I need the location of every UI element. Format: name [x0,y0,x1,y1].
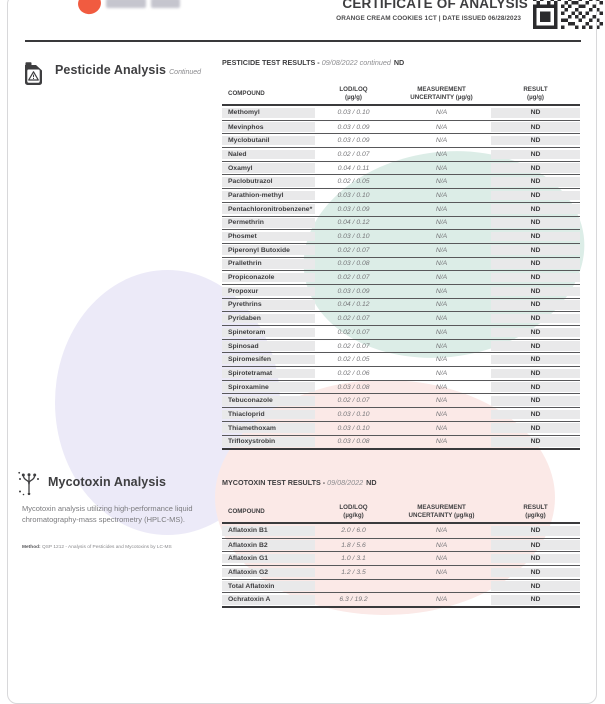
uncertainty-cell: N/A [435,205,448,213]
lodloq-cell: 0.03 / 0.08 [337,438,370,446]
document-subtitle: ORANGE CREAM COOKIES 1CT | DATE ISSUED 06/28/2023 [336,15,521,22]
pesticide-table-rows [222,106,580,450]
lodloq-cell: 0.03 / 0.09 [337,287,370,295]
lodloq-cell: 0.02 / 0.07 [337,397,370,405]
uncertainty-cell: N/A [435,246,448,254]
mycotoxin-method-note: Method: QSP 1212 - Analysis of Pesticides and Mycotoxins by LC-MS [22,545,172,550]
lodloq-cell: 0.04 / 0.11 [337,164,370,172]
uncertainty-cell: N/A [435,383,448,391]
compound-cell: Tebuconazole [222,396,315,406]
result-cell: ND [491,204,580,214]
table-row [222,311,580,325]
compound-cell: Spirotetramat [222,369,315,379]
result-cell: ND [491,410,580,420]
uncertainty-cell: N/A [435,596,448,604]
result-cell: ND [491,150,580,160]
uncertainty-cell: N/A [435,233,448,241]
uncertainty-cell: N/A [435,424,448,432]
uncertainty-cell: N/A [435,137,448,145]
table-row [222,202,580,216]
lodloq-cell: 0.02 / 0.07 [337,342,370,350]
compound-cell: Propoxur [222,287,315,297]
result-cell: ND [491,314,580,324]
uncertainty-cell: N/A [435,191,448,199]
uncertainty-cell: N/A [435,178,448,186]
table-row [222,435,580,449]
table-row [222,565,580,579]
compound-cell: Pyridaben [222,314,315,324]
result-cell: ND [491,273,580,283]
result-cell: ND [491,341,580,351]
result-cell: ND [491,369,580,379]
lodloq-cell [315,581,392,591]
column-header-lodloq: LOD/LOQ (µg/kg) [339,503,368,519]
uncertainty-cell: N/A [435,356,448,364]
lodloq-cell: 6.3 / 19.2 [339,596,368,604]
compound-cell: Piperonyl Butoxide [222,245,315,255]
uncertainty-cell: N/A [435,410,448,418]
uncertainty-cell: N/A [435,287,448,295]
uncertainty-cell: N/A [435,109,448,117]
table-row [222,524,580,538]
mycotoxin-section-heading [48,473,166,491]
uncertainty-cell: N/A [435,342,448,350]
uncertainty-cell: N/A [435,328,448,336]
compound-cell: Oxamyl [222,163,315,173]
mycotoxin-table [222,478,580,608]
mycotoxin-table-rows [222,524,580,608]
compound-cell: Naled [222,150,315,160]
uncertainty-cell: N/A [435,164,448,172]
result-cell: ND [491,259,580,269]
header-divider [25,40,581,42]
table-row [222,120,580,134]
lodloq-cell: 0.03 / 0.10 [337,109,370,117]
compound-cell: Methomyl [222,108,315,119]
result-cell: ND [491,245,580,255]
pesticide-table-title: PESTICIDE TEST RESULTS - 09/08/2022 continued ND [222,58,405,67]
column-header-uncertainty: MEASUREMENT UNCERTAINTY (µg/kg) [408,503,475,519]
mycotoxin-description: Mycotoxin analysis utilizing high-performance liquid chromatography-mass spectrometry (HPLC-MS). [22,504,193,525]
uncertainty-cell: N/A [435,150,448,158]
table-row [222,284,580,298]
compound-cell: Pentachloronitrobenzene* [222,204,315,214]
column-header-compound: COMPOUND [228,507,265,515]
lodloq-cell: 0.03 / 0.09 [337,205,370,213]
result-cell: ND [491,136,580,146]
table-row [222,393,580,407]
compound-cell: Myclobutanil [222,136,315,146]
uncertainty-cell: N/A [435,397,448,405]
table-row [222,243,580,257]
compound-cell: Prallethrin [222,259,315,269]
lodloq-cell: 0.03 / 0.09 [337,123,370,131]
table-row [222,407,580,421]
compound-cell: Phosmet [222,232,315,242]
table-row [222,298,580,312]
compound-cell: Propiconazole [222,273,315,283]
column-header-uncertainty: MEASUREMENT UNCERTAINTY (µg/g) [410,85,473,101]
result-cell: ND [491,191,580,201]
column-header-lodloq: LOD/LOQ (µg/g) [339,85,368,101]
result-cell: ND [491,396,580,406]
uncertainty-cell: N/A [435,541,448,549]
brand-wordmark [151,0,180,8]
table-row [222,161,580,175]
table-row [222,270,580,284]
table-row [222,380,580,394]
compound-cell: Trifloxystrobin [222,437,315,447]
uncertainty-cell: N/A [435,315,448,323]
pesticide-section-heading [55,61,201,79]
result-cell: ND [491,177,580,187]
table-row [222,579,580,593]
result-cell: ND [491,595,580,605]
uncertainty-cell: N/A [435,301,448,309]
table-row [222,366,580,380]
lodloq-cell: 0.02 / 0.05 [337,356,370,364]
table-row [222,257,580,271]
compound-cell: Spiromesifen [222,355,315,365]
pesticide-icon [20,59,47,93]
document-title: CERTIFICATE OF ANALYSIS [342,0,528,11]
compound-cell: Ochratoxin A [222,595,315,605]
table-row [222,188,580,202]
lodloq-cell: 0.02 / 0.07 [337,315,370,323]
result-cell: ND [491,300,580,310]
result-cell: ND [491,287,580,297]
lodloq-cell: 1.8 / 5.6 [341,541,366,549]
lodloq-cell: 0.02 / 0.05 [337,178,370,186]
uncertainty-cell: N/A [435,568,448,576]
result-cell: ND [491,554,580,564]
result-cell: ND [491,218,580,228]
compound-cell: Spinetoram [222,328,315,338]
table-row [222,216,580,230]
pesticide-heading-text: Pesticide Analysis [55,63,167,77]
lodloq-cell: 0.03 / 0.10 [337,410,370,418]
lodloq-cell: 0.02 / 0.07 [337,246,370,254]
lodloq-cell: 0.02 / 0.06 [337,369,370,377]
pesticide-table [222,58,580,450]
lodloq-cell: 0.02 / 0.07 [337,150,370,158]
result-cell: ND [491,581,580,591]
brand-wordmark [106,0,146,8]
result-cell: ND [491,232,580,242]
lodloq-cell: 0.04 / 0.12 [337,219,370,227]
compound-cell: Spinosad [222,341,315,351]
compound-cell: Permethrin [222,218,315,228]
table-row [222,147,580,161]
result-cell: ND [491,163,580,173]
pesticide-table-header [222,84,580,106]
brand-logo-icon [76,0,103,16]
table-row [222,174,580,188]
uncertainty-cell: N/A [435,219,448,227]
table-row [222,133,580,147]
compound-cell: Aflatoxin B2 [222,540,315,550]
qr-code [533,0,603,29]
table-row [222,421,580,435]
result-cell: ND [491,437,580,447]
compound-cell: Paclobutrazol [222,177,315,187]
mycotoxin-icon [13,469,43,503]
compound-cell: Thiacloprid [222,410,315,420]
mycotoxin-table-header [222,502,580,524]
compound-cell: Spiroxamine [222,382,315,392]
compound-cell: Aflatoxin G1 [222,554,315,564]
result-cell: ND [491,526,580,537]
table-row [222,592,580,606]
table-row [222,339,580,353]
lodloq-cell: 0.03 / 0.10 [337,424,370,432]
result-cell: ND [491,355,580,365]
lodloq-cell: 0.02 / 0.07 [337,328,370,336]
result-cell: ND [491,423,580,433]
result-cell: ND [491,328,580,338]
table-row [222,325,580,339]
lodloq-cell: 0.03 / 0.08 [337,383,370,391]
lodloq-cell: 0.03 / 0.08 [337,260,370,268]
uncertainty-cell: N/A [435,123,448,131]
mycotoxin-heading-text: Mycotoxin Analysis [48,475,167,489]
uncertainty-cell: N/A [435,260,448,268]
compound-cell: Total Aflatoxin [222,581,315,591]
compound-cell: Pyrethrins [222,300,315,310]
compound-cell: Mevinphos [222,122,315,132]
pesticide-heading-suffix: Continued [169,69,202,76]
lodloq-cell: 1.0 / 3.1 [341,555,366,563]
table-row [222,229,580,243]
result-cell: ND [491,122,580,132]
mycotoxin-table-title: MYCOTOXIN TEST RESULTS - 09/08/2022 ND [222,478,377,487]
lodloq-cell: 0.04 / 0.12 [337,301,370,309]
table-row [222,551,580,565]
column-header-result: RESULT (µg/kg) [523,503,548,519]
compound-cell: Aflatoxin G2 [222,568,315,578]
column-header-compound: COMPOUND [228,89,265,97]
uncertainty-cell: N/A [435,527,448,535]
lodloq-cell: 1.2 / 3.5 [341,568,366,576]
lodloq-cell: 2.0 / 6.0 [341,527,366,535]
lodloq-cell: 0.03 / 0.09 [337,137,370,145]
table-row [222,538,580,552]
compound-cell: Thiamethoxam [222,423,315,433]
result-cell: ND [491,540,580,550]
column-header-result: RESULT (µg/g) [523,85,548,101]
table-row [222,352,580,366]
result-cell: ND [491,568,580,578]
uncertainty-cell: N/A [435,438,448,446]
compound-cell: Aflatoxin B1 [222,526,315,537]
lodloq-cell: 0.03 / 0.10 [337,233,370,241]
result-cell: ND [491,108,580,119]
table-row [222,106,580,120]
uncertainty-cell [392,581,491,591]
lodloq-cell: 0.03 / 0.10 [337,191,370,199]
result-cell: ND [491,382,580,392]
uncertainty-cell: N/A [435,369,448,377]
compound-cell: Parathion-methyl [222,191,315,201]
uncertainty-cell: N/A [435,274,448,282]
lodloq-cell: 0.02 / 0.07 [337,274,370,282]
uncertainty-cell: N/A [435,555,448,563]
